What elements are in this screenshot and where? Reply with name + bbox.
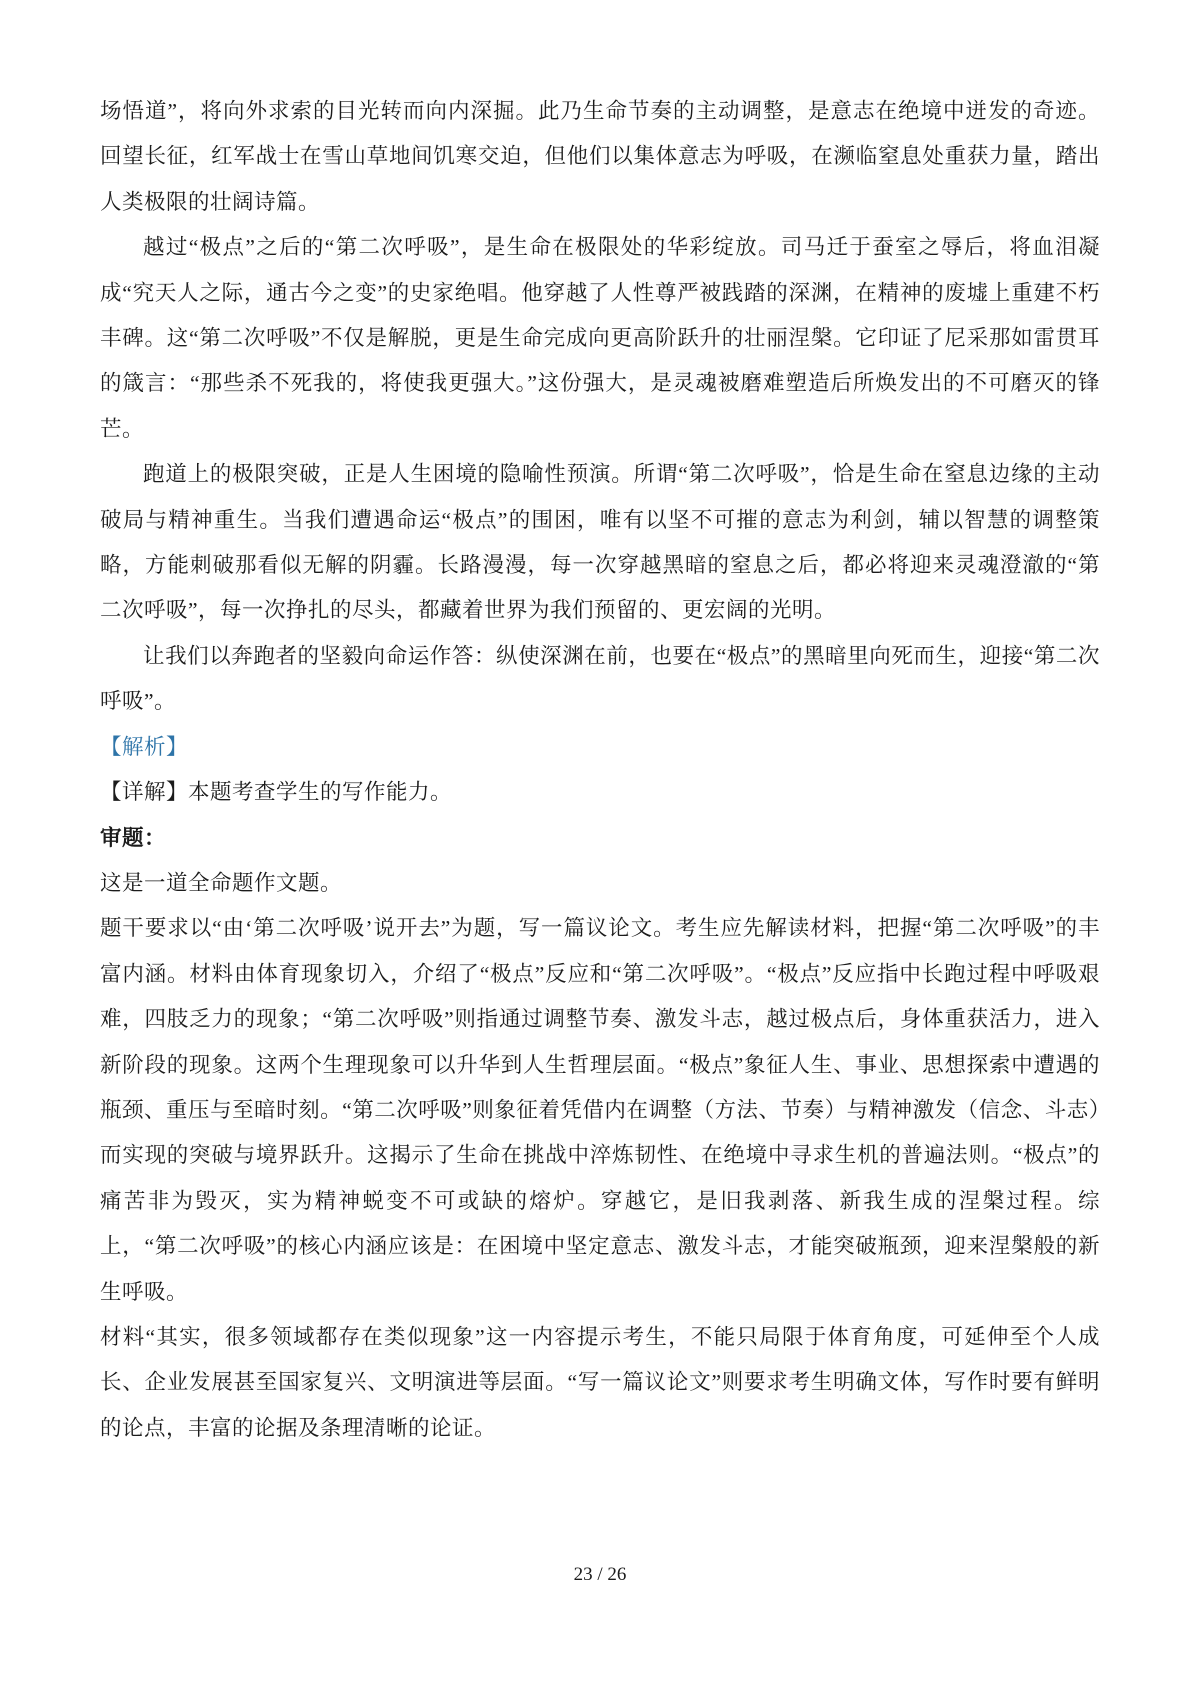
page-number: 23 / 26 [573, 1564, 627, 1585]
analysis-paragraph: 这是一道全命题作文题。 [100, 870, 343, 895]
analysis-paragraph: 材料“其实，很多领域都存在类似现象”这一内容提示考生，不能只局限于体育角度，可延伸至个人成长、企业发展甚至国家复兴、文明演进等层面。“写一篇议论文”则要求考生明确文体，写作时要有鲜明的论点，丰富的论据及条理清晰的论证。 [100, 1324, 1100, 1440]
analysis-section-label: 【解析】 [100, 734, 189, 759]
analysis-paragraph: 题干要求以“由‘第二次呼吸’说开去”为题，写一篇议论文。考生应先解读材料，把握“第二次呼吸”的丰富内涵。材料由体育现象切入，介绍了“极点”反应和“第二次呼吸”。“极点”反应指中长跑过程中呼吸艰难，四肢乏力的现象；“第二次呼吸”则指通过调整节奏、激发斗志，越过极点后，身体重获活力，进入新阶段的现象。这两个生理现象可以升华到人生哲理层面。“极点”象征人生、事业、思想探索中遭遇的瓶颈、重压与至暗时刻。“第二次呼吸”则象征着凭借内在调整（方法、节奏）与精神激发（信念、斗志）而实现的突破与境界跃升。这揭示了生命在挑战中淬炼韧性、在绝境中寻求生机的普遍法则。“极点”的痛苦非为毁灭，实为精神蜕变不可或缺的熔炉。穿越它，是旧我剥落、新我生成的涅槃过程。综上，“第二次呼吸”的核心内涵应该是：在困境中坚定意志、激发斗志，才能突破瓶颈，迎来涅槃般的新生呼吸。 [100, 916, 1100, 1304]
essay-paragraph: 跑道上的极限突破，正是人生困境的隐喻性预演。所谓“第二次呼吸”，恰是生命在窒息边缘的主动破局与精神重生。当我们遭遇命运“极点”的围困，唯有以坚不可摧的意志为利剑，辅以智慧的调整策略，方能刺破那看似无解的阴霾。长路漫漫，每一次穿越黑暗的窒息之后，都必将迎来灵魂澄澈的“第二次呼吸”，每一次挣扎的尽头，都藏着世界为我们预留的、更宏阔的光明。 [100, 462, 1100, 623]
document-body [100, 89, 1100, 1451]
essay-paragraph-continuation: 场悟道”，将向外求索的目光转而向内深掘。此乃生命节奏的主动调整，是意志在绝境中迸发的奇迹。回望长征，红军战士在雪山草地间饥寒交迫，但他们以集体意志为呼吸，在濒临窒息处重获力量，踏出人类极限的壮阔诗篇。 [100, 99, 1100, 214]
review-topic-heading: 审题： [100, 825, 167, 850]
essay-paragraph: 让我们以奔跑者的坚毅向命运作答：纵使深渊在前，也要在“极点”的黑暗里向死而生，迎接“第二次呼吸”。 [100, 643, 1100, 714]
detail-explanation-line: 【详解】本题考查学生的写作能力。 [100, 780, 453, 805]
essay-paragraph: 越过“极点”之后的“第二次呼吸”，是生命在极限处的华彩绽放。司马迁于蚕室之辱后，将血泪凝成“究天人之际，通古今之变”的史家绝唱。他穿越了人性尊严被践踏的深渊，在精神的废墟上重建不朽丰碑。这“第二次呼吸”不仅是解脱，更是生命完成向更高阶跃升的壮丽涅槃。它印证了尼采那如雷贯耳的箴言：“那些杀不死我的，将使我更强大。”这份强大，是灵魂被磨难塑造后所焕发出的不可磨灭的锋芒。 [100, 235, 1100, 441]
